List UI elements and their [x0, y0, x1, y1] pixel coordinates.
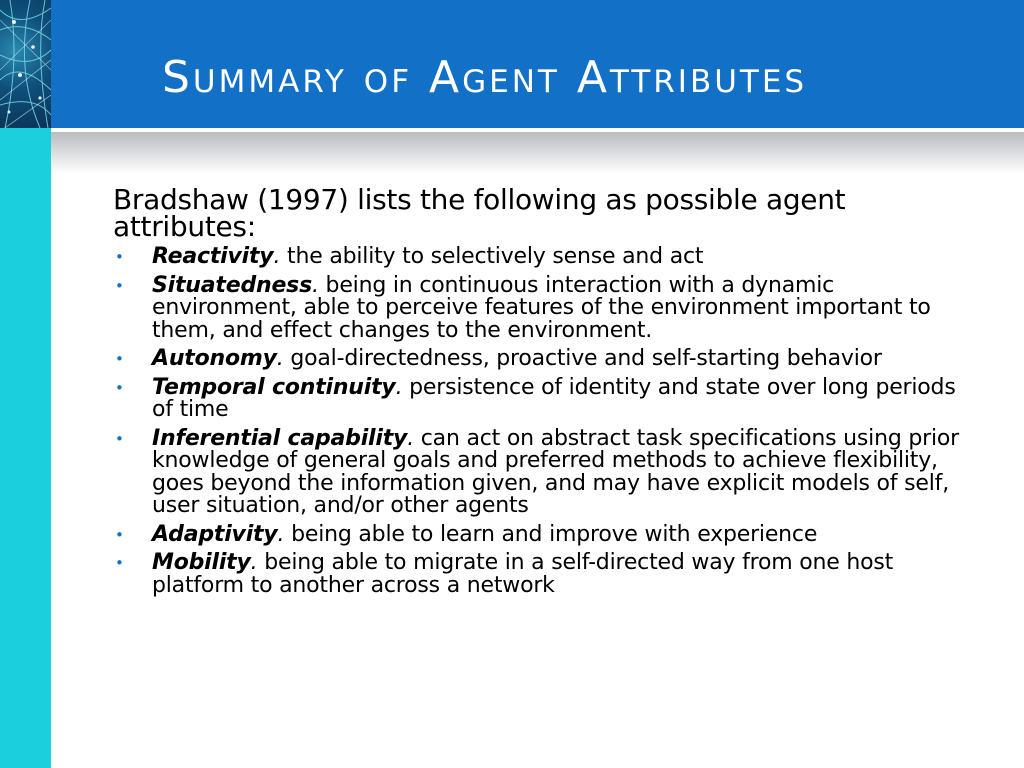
attribute-description: being in continuous interaction with a dynamic environment, able to perceive features of the environment important to them, and effect changes to the environment. — [152, 272, 931, 343]
attribute-term: Inferential capability — [152, 425, 408, 451]
attribute-description: being able to learn and improve with experience — [284, 521, 818, 547]
attribute-list — [113, 246, 973, 597]
slide-content — [113, 183, 973, 598]
attribute-term: Temporal continuity — [152, 374, 396, 400]
bullet-icon: • — [115, 378, 124, 397]
bullet-icon: • — [115, 525, 124, 544]
attribute-item — [113, 246, 973, 269]
attribute-description: the ability to selectively sense and act — [280, 244, 704, 269]
attribute-term: Reactivity — [152, 244, 274, 269]
attribute-description: goal-directedness, proactive and self-starting behavior — [283, 346, 882, 371]
attribute-item — [113, 552, 973, 597]
slide-title: Summary of Agent Attributes — [162, 52, 808, 103]
attribute-separator: . — [395, 374, 403, 400]
attribute-item — [113, 374, 973, 422]
attribute-separator: . — [407, 425, 414, 451]
corner-network-graphic — [0, 0, 51, 128]
attribute-term: Situatedness — [152, 272, 312, 298]
attribute-description: can act on abstract task specifications using prior knowledge of general goals and preferred methods to achieve flexibility, goes beyond the information given, and may have explicit models of self, user situation, and/or other agents — [152, 425, 960, 518]
title-shadow — [51, 132, 1024, 174]
attribute-term: Autonomy — [152, 346, 277, 371]
attribute-term: Adaptivity — [152, 521, 278, 547]
attribute-item — [113, 272, 973, 343]
network-lines-image — [0, 0, 51, 128]
attribute-separator: . — [277, 521, 285, 547]
attribute-term: Mobility — [152, 550, 251, 575]
attribute-separator: . — [273, 244, 281, 269]
attribute-description: persistence of identity and state over long periods of time — [152, 374, 956, 422]
bullet-icon: • — [115, 350, 124, 368]
attribute-item — [113, 348, 973, 371]
attribute-separator: . — [250, 550, 258, 575]
bullet-icon: • — [115, 554, 124, 572]
bullet-icon: • — [115, 248, 124, 266]
attribute-item — [113, 425, 973, 518]
bullet-icon: • — [115, 429, 124, 448]
bullet-icon: • — [115, 276, 124, 295]
attribute-separator: . — [276, 346, 284, 371]
intro-text: Bradshaw (1997) lists the following as possible agent attributes: — [113, 183, 846, 243]
attribute-item — [113, 521, 973, 547]
attribute-separator: . — [311, 272, 319, 298]
attribute-description: being able to migrate in a self-directed way from one host platform to another across a network — [152, 550, 894, 598]
